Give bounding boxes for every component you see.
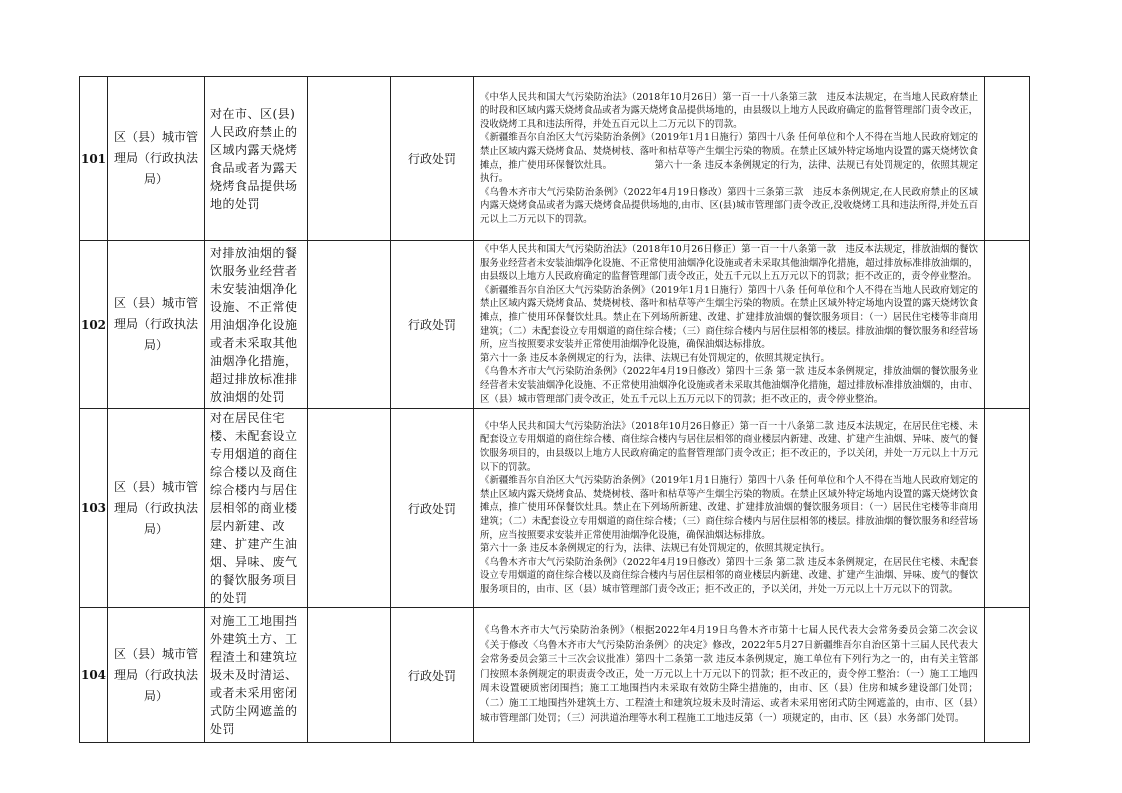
row-number: 102 (80, 241, 108, 409)
table-row (80, 409, 1030, 608)
penalty-item-cell: 对在市、区(县)人民政府禁止的区域内露天烧烤食品或者为露天烧烤食品提供场地的处罚 (205, 77, 308, 241)
empty-cell (308, 241, 391, 409)
empty-cell (985, 241, 1030, 409)
penalty-table (79, 76, 1030, 743)
table-row (80, 241, 1030, 409)
department-cell: 区（县）城市管理局（行政执法局） (108, 77, 205, 241)
table-row (80, 77, 1030, 241)
penalty-type-cell: 行政处罚 (391, 241, 474, 409)
empty-cell (308, 77, 391, 241)
penalty-item-cell: 对施工工地围挡外建筑土方、工程渣土和建筑垃圾未及时清运、或者未采用密闭式防尘网遮盖的处罚 (205, 608, 308, 743)
legal-basis-cell: 《乌鲁木齐市大气污染防治条例》（根据2022年4月19日乌鲁木齐市第十七届人民代表大会常务委员会第二次会议《关于修改〈乌鲁木齐市大气污染防治条例〉的决定》修改，2022年5月27日新疆维吾尔自治区第十三届人民代表大会常务委员会第三十三次会议批准）第四十二条第一款 违反本条例规定，施工单位有下列行为之一的，由有关主管部门按照本条例规定的职责责令改正，处一万元以上十万元以下的罚款；拒不改正的，责令停工整治：（一）施工工地四周未设置硬质密闭围挡；施工工地围挡内未采取有效防尘降尘措施的，由市、区（县）住房和城乡建设部门处罚；（二）施工工地围挡外建筑土方、工程渣土和建筑垃圾未及时清运、或者未采用密闭式防尘网遮盖的，由市、区（县）城市管理部门处罚；（三）河洪道治理等水利工程施工工地违反第（一）项规定的，由市、区（县）水务部门处罚。 (474, 608, 985, 743)
empty-cell (985, 608, 1030, 743)
row-number: 103 (80, 409, 108, 608)
empty-cell (308, 608, 391, 743)
department-cell: 区（县）城市管理局（行政执法局） (108, 608, 205, 743)
table-row (80, 608, 1030, 743)
legal-basis-cell: 《中华人民共和国大气污染防治法》（2018年10月26日）第一百一十八条第三款 违反本法规定，在当地人民政府禁止的时段和区域内露天烧烤食品或者为露天烧烤食品提供场地的，由县级以上地方人民政府确定的监督管理部门责令改正，没收烧烤工具和违法所得，并处五百元以上二万元以下的罚款。 《新疆维吾尔自治区大气污染防治条例》（2019年1月1日施行）第四十八条 任何单位和个人不得在当地人民政府划定的禁止区域内露天烧烤食品、焚烧树枝、落叶和枯草等产生烟尘污染的物质。在禁止区域外特定场地内设置的露天烧烤饮食摊点，推广使用环保餐饮灶具。 第六十一条 违反本条例规定的行为，法律、法规已有处罚规定的，依照其规定执行。 《乌鲁木齐市大气污染防治条例》（2022年4月19日修改）第四十三条第三款 违反本条例规定,在人民政府禁止的区域内露天烧烤食品或者为露天烧烤食品提供场地的,由市、区(县)城市管理部门责令改正,没收烧烤工具和违法所得,并处五百元以上二万元以下的罚款。 (474, 77, 985, 241)
empty-cell (985, 77, 1030, 241)
legal-basis-cell: 《中华人民共和国大气污染防治法》（2018年10月26日修正）第一百一十八条第二款 违反本法规定，在居民住宅楼、未配套设立专用烟道的商住综合楼、商住综合楼内与居住层相邻的商业楼层内新建、改建、扩建产生油烟、异味、废气的餐饮服务项目的，由县级以上地方人民政府确定的监督管理部门责令改正；拒不改正的，予以关闭，并处一万元以上十万元以下的罚款。 《新疆维吾尔自治区大气污染防治条例》（2019年1月1日施行）第四十八条 任何单位和个人不得在当地人民政府划定的禁止区域内露天烧烤食品、焚烧树枝、落叶和枯草等产生烟尘污染的物质。在禁止区域外特定场地内设置的露天烧烤饮食摊点，推广使用环保餐饮灶具。禁止在下列场所新建、改建、扩建排放油烟的餐饮服务项目：（一）居民住宅楼等非商用建筑；（二）未配套设立专用烟道的商住综合楼；（三）商住综合楼内与居住层相邻的楼层。排放油烟的餐饮服务和经营场所，应当按照要求安装并正常使用油烟净化设施，确保油烟达标排放。 第六十一条 违反本条例规定的行为，法律、法规已有处罚规定的，依照其规定执行。 《乌鲁木齐市大气污染防治条例》（2022年4月19日修改）第四十三条 第二款 违反本条例规定，在居民住宅楼、未配套设立专用烟道的商住综合楼以及商住综合楼内与居住层相邻的商业楼层内新建、改建、扩建产生油烟、异味、废气的餐饮服务项目的，由市、区（县）城市管理部门责令改正；拒不改正的，予以关闭，并处一万元以上十万元以下的罚款。 (474, 409, 985, 608)
legal-basis-cell: 《中华人民共和国大气污染防治法》（2018年10月26日修正）第一百一十八条第一款 违反本法规定，排放油烟的餐饮服务业经营者未安装油烟净化设施、不正常使用油烟净化设施或者未采取其他油烟净化措施，超过排放标准排放油烟的，由县级以上地方人民政府确定的监督管理部门责令改正，处五千元以上五万元以下的罚款；拒不改正的，责令停业整治。 《新疆维吾尔自治区大气污染防治条例》（2019年1月1日施行）第四十八条 任何单位和个人不得在当地人民政府划定的禁止区域内露天烧烤食品、焚烧树枝、落叶和枯草等产生烟尘污染的物质。在禁止区域外特定场地内设置的露天烧烤饮食摊点，推广使用环保餐饮灶具。禁止在下列场所新建、改建、扩建排放油烟的餐饮服务项目：（一）居民住宅楼等非商用建筑；（二）未配套设立专用烟道的商住综合楼；（三）商住综合楼内与居住层相邻的楼层。排放油烟的餐饮服务和经营场所，应当按照要求安装并正常使用油烟净化设施，确保油烟达标排放。 第六十一条 违反本条例规定的行为，法律、法规已有处罚规定的，依照其规定执行。 《乌鲁木齐市大气污染防治条例》（2022年4月19日修改）第四十三条 第一款 违反本条例规定，排放油烟的餐饮服务业经营者未安装油烟净化设施、不正常使用油烟净化设施或者未采取其他油烟净化措施，超过排放标准排放油烟的，由市、区（县）城市管理部门责令改正，处五千元以上五万元以下的罚款；拒不改正的，责令停业整治。 (474, 241, 985, 409)
empty-cell (985, 409, 1030, 608)
penalty-type-cell: 行政处罚 (391, 77, 474, 241)
penalty-type-cell: 行政处罚 (391, 608, 474, 743)
department-cell: 区（县）城市管理局（行政执法局） (108, 409, 205, 608)
penalty-type-cell: 行政处罚 (391, 409, 474, 608)
row-number: 101 (80, 77, 108, 241)
empty-cell (308, 409, 391, 608)
department-cell: 区（县）城市管理局（行政执法局） (108, 241, 205, 409)
penalty-item-cell: 对在居民住宅楼、未配套设立专用烟道的商住综合楼以及商住综合楼内与居住层相邻的商业楼层内新建、改建、扩建产生油烟、异味、废气的餐饮服务项目的处罚 (205, 409, 308, 608)
row-number: 104 (80, 608, 108, 743)
penalty-item-cell: 对排放油烟的餐饮服务业经营者未安装油烟净化设施、不正常使用油烟净化设施或者未采取其他油烟净化措施，超过排放标准排放油烟的处罚 (205, 241, 308, 409)
